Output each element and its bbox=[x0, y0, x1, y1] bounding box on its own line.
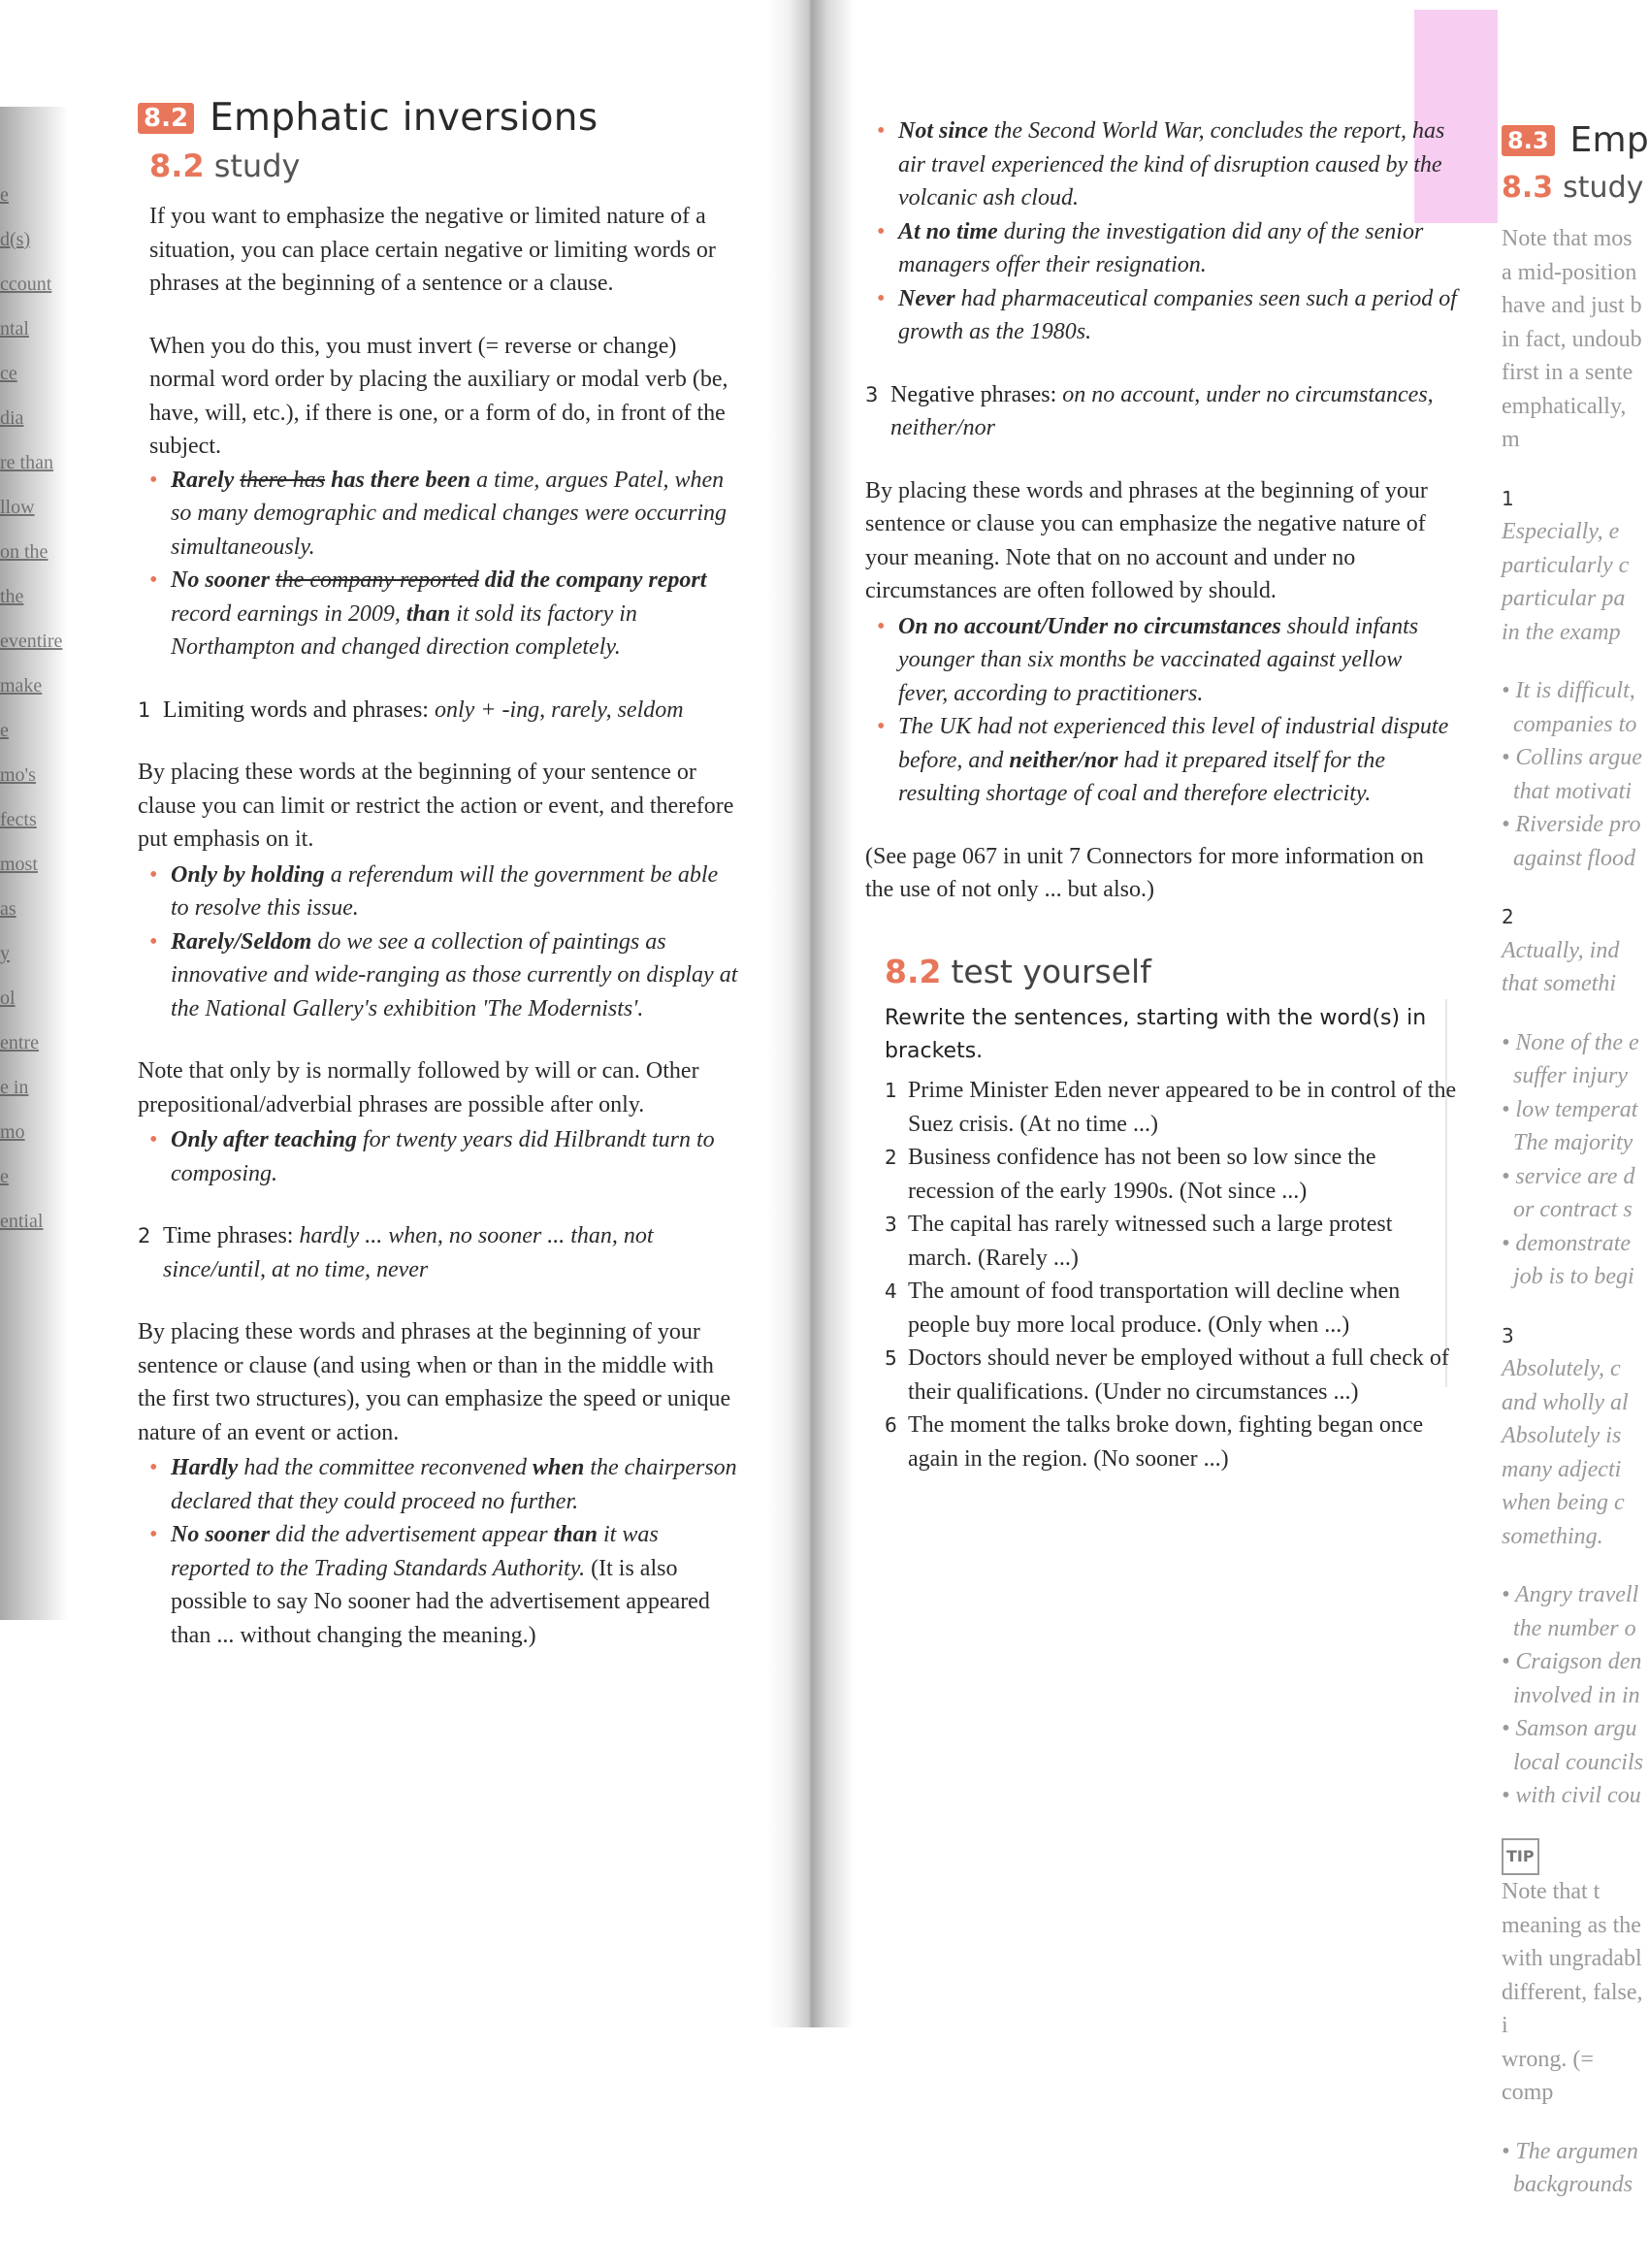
next-page-line: with ungradabl bbox=[1502, 1946, 1642, 1971]
next-page-line: Actually, ind bbox=[1502, 937, 1620, 963]
time-paragraph: By placing these words and phrases at the beginning of your sentence or clause (and using when or than in the middle with the first two structures), you can emphasize the speed or unique nature of an event or action. bbox=[138, 1319, 731, 1445]
test-instruction: Rewrite the sentences, starting with the word(s) in brackets. bbox=[885, 1006, 1427, 1063]
example-list bbox=[865, 114, 1457, 349]
edge-word: llow bbox=[0, 497, 35, 518]
next-page-line: Note that t bbox=[1502, 1879, 1600, 1904]
next-page-line: emphatically, m bbox=[1502, 393, 1627, 452]
next-page-line: involved in in bbox=[1502, 1682, 1640, 1708]
next-page-line: that somethi bbox=[1502, 971, 1616, 996]
next-page-bullets bbox=[1502, 1026, 1649, 1294]
next-page-body bbox=[1502, 222, 1649, 2202]
section-badge: 8.2 bbox=[138, 103, 194, 134]
next-page-line: Especially, e bbox=[1502, 519, 1620, 544]
next-page-line: and wholly al bbox=[1502, 1389, 1629, 1415]
next-page-line: job is to begi bbox=[1502, 1264, 1634, 1289]
next-section-title: Emp bbox=[1569, 120, 1649, 160]
tip-label: TIP bbox=[1502, 1838, 1539, 1876]
next-page-line: • The argumen bbox=[1502, 2138, 1638, 2164]
edge-word: e bbox=[0, 184, 9, 206]
question-item: 4 The amount of food transportation will decline when people buy more local produce. (Only when ...) bbox=[885, 1279, 1401, 1338]
next-page-line: • Craigson den bbox=[1502, 1649, 1642, 1674]
intro-paragraph-2: When you do this, you must invert (= reverse or change) normal word order by placing the auxiliary or modal verb (be, have, will, etc.), if there is one, or a form of do, in front of the subject. bbox=[149, 333, 728, 459]
example-item: • Only after teaching for twenty years did Hilbrandt turn to composing. bbox=[171, 1123, 739, 1190]
section-header bbox=[138, 96, 739, 140]
intro-paragraph-1: If you want to emphasize the negative or limited nature of a situation, you can place certain negative or limiting words or phrases at the beginning of a sentence or a clause. bbox=[149, 204, 716, 296]
next-page-lines bbox=[1502, 934, 1649, 1001]
study-number: 8.2 bbox=[149, 146, 205, 184]
edge-word: dia bbox=[0, 407, 24, 429]
next-page-line: • service are d bbox=[1502, 1163, 1635, 1189]
test-label: test yourself bbox=[951, 952, 1151, 990]
next-page-line: against flood bbox=[1502, 845, 1636, 871]
question-item: 2 Business confidence has not been so low since the recession of the early 1990s. (Not since ...) bbox=[885, 1145, 1376, 1204]
next-page-line: meaning as the bbox=[1502, 1912, 1641, 1938]
next-page-line: • Samson argu bbox=[1502, 1716, 1637, 1741]
next-page-line: a mid-position bbox=[1502, 259, 1637, 285]
edge-word: e in bbox=[0, 1077, 29, 1098]
next-page-line: backgrounds bbox=[1502, 2172, 1633, 2197]
edge-word: ce bbox=[0, 363, 17, 384]
question-item: 3 The capital has rarely witnessed such a large protest march. (Rarely ...) bbox=[885, 1212, 1393, 1271]
edge-word: fects bbox=[0, 809, 37, 830]
example-list bbox=[138, 1451, 739, 1652]
edge-word: most bbox=[0, 854, 38, 875]
edge-word: entre bbox=[0, 1032, 39, 1053]
edge-word: y bbox=[0, 943, 10, 964]
example-item: • Rarely/Seldom do we see a collection of paintings as innovative and wide-ranging as those currently on display at the National Gallery's exhibition 'The Modernists'. bbox=[171, 925, 739, 1026]
section-title: Emphatic inversions bbox=[210, 96, 598, 140]
test-number: 8.2 bbox=[885, 952, 942, 990]
next-page-line: something. bbox=[1502, 1523, 1603, 1549]
example-item: • Not since the Second World War, concludes the report, has air travel experienced the kind of disruption caused by the volcanic ash cloud. bbox=[898, 114, 1457, 215]
next-page-line: particular pa bbox=[1502, 586, 1626, 611]
next-section-header bbox=[1502, 120, 1649, 160]
next-page-line: Absolutely is bbox=[1502, 1423, 1622, 1448]
next-page-line: companies to bbox=[1502, 711, 1637, 737]
example-list bbox=[138, 859, 739, 1026]
study-label: study bbox=[213, 146, 301, 184]
example-item: • No sooner did the advertisement appear than it was reported to the Trading Standards Authority. (It is also possible to say No sooner had the advertisement appeared than ... without changing the meaning.) bbox=[171, 1518, 739, 1652]
edge-word: as bbox=[0, 898, 16, 920]
next-page-line: when being c bbox=[1502, 1490, 1625, 1515]
example-item: • No sooner the company reported did the company report record earnings in 2009, than it sold its factory in Northampton and changed direction completely. bbox=[171, 564, 739, 664]
next-page-line: first in a sente bbox=[1502, 360, 1633, 385]
next-page-bullets bbox=[1502, 2135, 1649, 2202]
next-study-heading: 8.3 study bbox=[1502, 170, 1644, 205]
example-item: • Hardly had the committee reconvened when the chairperson declared that they could proceed no further. bbox=[171, 1451, 739, 1518]
left-column bbox=[138, 96, 739, 1681]
edge-word: e bbox=[0, 1166, 9, 1187]
next-page-line: that motivati bbox=[1502, 778, 1632, 804]
example-item: • Never had pharmaceutical companies seen such a period of growth as the 1980s. bbox=[898, 282, 1457, 349]
negative-paragraph: By placing these words and phrases at the beginning of your sentence or clause you can emphasize the negative nature of your meaning. Note that on no account and under no circumstances are often followed by should. bbox=[865, 477, 1428, 603]
only-note: Note that only by is normally followed by will or can. Other prepositional/adverbial phrases are possible after only. bbox=[138, 1058, 699, 1118]
next-page-line: The majority bbox=[1502, 1130, 1633, 1155]
next-page-bullets bbox=[1502, 1578, 1649, 1813]
next-page-line: many adjecti bbox=[1502, 1456, 1622, 1482]
next-page-line: particularly c bbox=[1502, 552, 1630, 578]
edge-word: make bbox=[0, 675, 43, 697]
question-list bbox=[865, 1074, 1457, 1475]
edge-word: the bbox=[0, 586, 24, 607]
next-page-line: in fact, undoub bbox=[1502, 326, 1642, 352]
next-page-line: • Angry travell bbox=[1502, 1582, 1639, 1607]
edge-word: ntal bbox=[0, 318, 29, 340]
book-spine-shadow bbox=[766, 0, 854, 2027]
next-page-lines bbox=[1502, 515, 1649, 649]
next-page-line: in the examp bbox=[1502, 619, 1621, 645]
example-item: • The UK had not experienced this level of industrial dispute before, and neither/nor had it prepared itself for the resulting shortage of coal and therefore electricity. bbox=[898, 710, 1457, 811]
next-page-line: • None of the e bbox=[1502, 1029, 1639, 1055]
next-page-column bbox=[1502, 120, 1649, 2197]
next-page-line: • Riverside pro bbox=[1502, 812, 1641, 837]
next-page-bullets bbox=[1502, 674, 1649, 875]
next-page-item-number: 1 bbox=[1502, 486, 1514, 510]
next-section-badge: 8.3 bbox=[1502, 125, 1555, 156]
next-page-line: or contract s bbox=[1502, 1197, 1633, 1222]
next-page-line: • low temperat bbox=[1502, 1096, 1638, 1122]
next-page-lines bbox=[1502, 1352, 1649, 1553]
edge-word: ol bbox=[0, 988, 16, 1009]
edge-word: e bbox=[0, 720, 9, 741]
edge-word: d(s) bbox=[0, 229, 31, 250]
edge-word: eventire bbox=[0, 631, 63, 652]
edge-word: on the bbox=[0, 541, 48, 563]
next-page-line: Absolutely, c bbox=[1502, 1356, 1621, 1381]
edge-word: ential bbox=[0, 1211, 44, 1232]
test-yourself-heading bbox=[885, 952, 1457, 990]
next-page-line: have and just b bbox=[1502, 293, 1642, 318]
next-page-line: suffer injury bbox=[1502, 1063, 1628, 1088]
next-page-line: • with civil cou bbox=[1502, 1783, 1641, 1808]
next-page-item-number: 3 bbox=[1502, 1323, 1514, 1347]
example-item: • At no time during the investigation did any of the senior managers offer their resignation. bbox=[898, 215, 1457, 282]
next-page-line: • Collins argue bbox=[1502, 745, 1642, 770]
example-item: • Only by holding a referendum will the government be able to resolve this issue. bbox=[171, 859, 739, 925]
next-page-line: local councils bbox=[1502, 1749, 1643, 1775]
example-item: • On no account/Under no circumstances should infants younger than six months be vaccinated against yellow fever, according to practitioners. bbox=[898, 610, 1457, 711]
example-list bbox=[865, 610, 1457, 811]
rule-heading-1: 1 Limiting words and phrases: only + -ing, rarely, seldom bbox=[138, 697, 684, 723]
question-item: 5 Doctors should never be employed without a full check of their qualifications. (Under no circumstances ...) bbox=[885, 1345, 1449, 1405]
question-item: 6 The moment the talks broke down, fighting began once again in the region. (No sooner ...) bbox=[885, 1412, 1424, 1472]
edge-word: mo bbox=[0, 1121, 25, 1143]
next-page-line: wrong. (= comp bbox=[1502, 2046, 1594, 2105]
next-page-lines bbox=[1502, 1875, 1649, 2110]
rule-heading-3: 3 Negative phrases: on no account, under no circumstances, neither/nor bbox=[865, 381, 1434, 440]
edge-word: ccount bbox=[0, 274, 52, 295]
example-list bbox=[138, 1123, 739, 1190]
question-item: 1 Prime Minister Eden never appeared to be in control of the Suez crisis. (At no time ...) bbox=[885, 1078, 1457, 1137]
next-page-line: • demonstrate bbox=[1502, 1230, 1632, 1256]
right-column bbox=[865, 114, 1457, 1475]
edge-word: mo's bbox=[0, 764, 36, 786]
next-page-line: different, false, i bbox=[1502, 1979, 1643, 2038]
rule-heading-2: 2 Time phrases: hardly ... when, no sooner ... than, not since/until, at no time, never bbox=[138, 1223, 654, 1282]
see-page-note: (See page 067 in unit 7 Connectors for more information on the use of not only ... but also.) bbox=[865, 843, 1424, 902]
next-page-line: • It is difficult, bbox=[1502, 678, 1635, 703]
next-page-item-number: 2 bbox=[1502, 905, 1514, 928]
example-item: • Rarely there has has there been a time, argues Patel, when so many demographic and medical changes were occurring simultaneously. bbox=[171, 464, 739, 565]
example-list bbox=[138, 464, 739, 664]
next-page-line: Note that mos bbox=[1502, 226, 1633, 251]
edge-word: re than bbox=[0, 452, 53, 473]
next-page-lines bbox=[1502, 222, 1649, 457]
limiting-paragraph: By placing these words at the beginning of your sentence or clause you can limit or restrict the action or event, and therefore put emphasis on it. bbox=[138, 760, 734, 852]
study-heading bbox=[149, 146, 739, 184]
next-page-line: the number o bbox=[1502, 1615, 1636, 1641]
